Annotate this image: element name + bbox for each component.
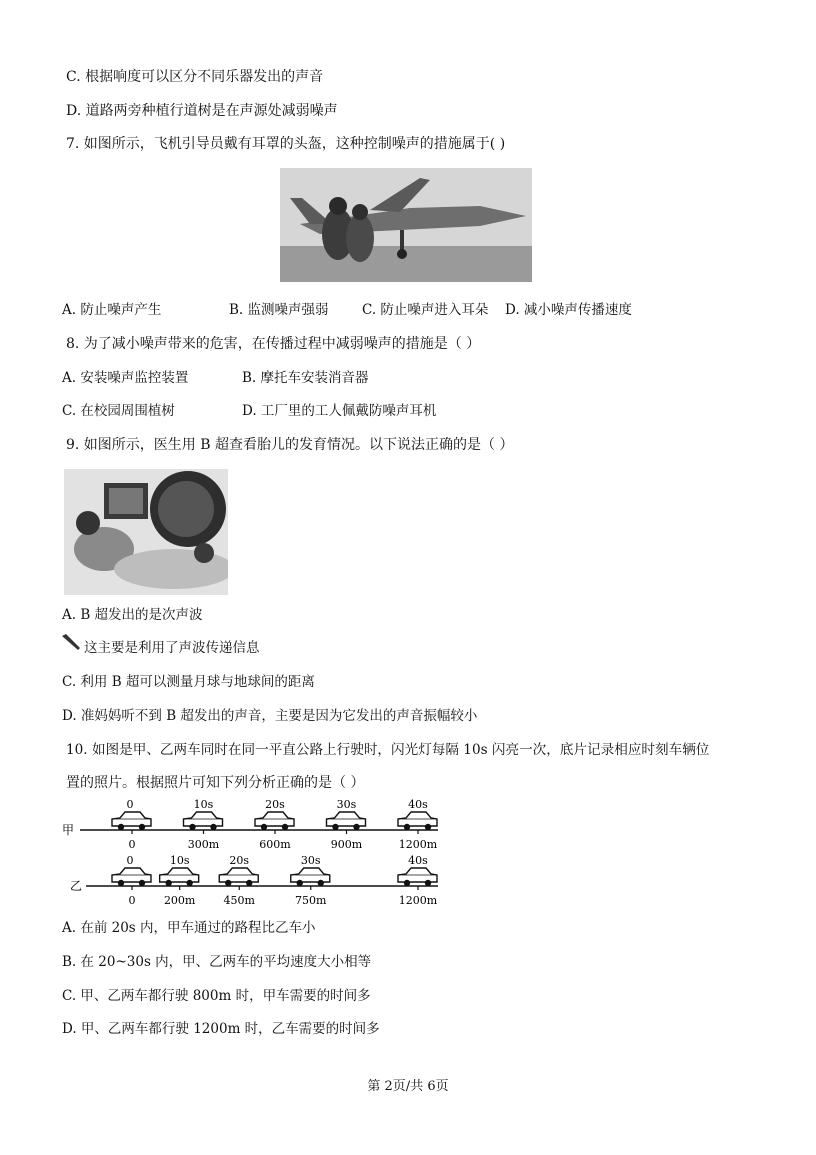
jia-distance-label-1: 300m	[187, 838, 220, 851]
jia-distance-label-2: 600m	[259, 838, 291, 851]
q7-stem: 7. 如图所示，飞机引导员戴有耳罩的头盔，这种控制噪声的措施属于( )	[66, 136, 506, 152]
q7-option-c: C. 防止噪声进入耳朵	[362, 302, 489, 318]
jia-row	[112, 798, 438, 851]
q7-figure-jet-guide-photo	[280, 168, 532, 282]
ultrasound-photo-drawing	[64, 469, 228, 595]
jia-time-label-1: 10s	[193, 798, 214, 811]
q10-option-a: A. 在前 20s 内，甲车通过的路程比乙车小	[62, 920, 316, 936]
yi-time-label-4: 40s	[408, 854, 428, 867]
jia-car-0	[112, 812, 151, 830]
q8-option-c: C. 在校园周围植树	[62, 403, 175, 419]
q9-figure-b-ultrasound-photo	[64, 469, 228, 595]
yi-distance-label-4: 1200m	[398, 894, 438, 907]
q7-option-d: D. 减小噪声传播速度	[505, 302, 632, 318]
q9-option-c: C. 利用 B 超可以测量月球与地球间的距离	[62, 674, 315, 690]
q10-stem-line-1: 10. 如图是甲、乙两车同时在同一平直公路上行驶时，闪光灯每隔 10s 闪亮一次，底片记录相应时刻车辆位	[66, 742, 710, 758]
jia-distance-label-3: 900m	[330, 838, 363, 851]
q9-option-d: D. 准妈妈听不到 B 超发出的声音，主要是因为它发出的声音振幅较小	[62, 708, 478, 724]
jia-distance-label-4: 1200m	[398, 838, 438, 851]
q8-option-b: B. 摩托车安装消音器	[242, 370, 369, 386]
jia-label: 甲	[62, 823, 75, 837]
jia-time-label-4: 40s	[408, 798, 428, 811]
jet-photo-drawing	[280, 168, 532, 282]
yi-time-label-1: 10s	[169, 854, 190, 867]
yi-row	[112, 854, 438, 907]
q8-stem: 8. 为了减小噪声带来的危害，在传播过程中减弱噪声的措施是（ ）	[66, 336, 481, 352]
q6-option-d: D. 道路两旁种植行道树是在声源处减弱噪声	[66, 103, 338, 119]
page-footer: 第 2页/共 6页	[367, 1079, 449, 1094]
q7-option-a: A. 防止噪声产生	[62, 302, 162, 318]
jia-time-label-3: 30s	[336, 798, 357, 811]
yi-distance-label-3: 750m	[295, 894, 327, 907]
jia-distance-label-0: 0	[128, 838, 136, 851]
yi-distance-label-2: 450m	[223, 894, 255, 907]
q10-option-d: D. 甲、乙两车都行驶 1200m 时，乙车需要的时间多	[62, 1021, 380, 1037]
q6-option-c: C. 根据响度可以区分不同乐器发出的声音	[66, 69, 324, 85]
jia-time-label-2: 20s	[265, 798, 285, 811]
q10-option-b: B. 在 20~30s 内，甲、乙两车的平均速度大小相等	[62, 954, 372, 970]
pencil-mark-icon	[60, 632, 82, 654]
yi-car-0	[112, 868, 151, 886]
yi-label: 乙	[70, 879, 83, 893]
q8-option-a: A. 安装噪声监控装置	[62, 370, 189, 386]
jia-car-2	[255, 812, 294, 830]
yi-car-3	[291, 868, 330, 886]
q10-stem-line-2: 置的照片。根据照片可知下列分析正确的是（ ）	[66, 775, 365, 791]
q9-option-a: A. B 超发出的是次声波	[62, 607, 203, 623]
jia-car-1	[184, 812, 223, 830]
q9-option-b: 这主要是利用了声波传递信息	[84, 640, 260, 656]
jia-time-label-0: 0	[126, 798, 134, 811]
yi-time-label-2: 20s	[229, 854, 250, 867]
q10-option-c: C. 甲、乙两车都行驶 800m 时，甲车需要的时间多	[62, 988, 371, 1004]
q9-stem: 9. 如图所示，医生用 B 超查看胎儿的发育情况。以下说法正确的是（ ）	[66, 437, 514, 453]
jia-car-4	[398, 812, 437, 830]
yi-car-4	[398, 868, 437, 886]
jia-car-3	[327, 812, 366, 830]
yi-distance-label-0: 0	[128, 894, 136, 907]
yi-car-2	[219, 868, 258, 886]
q7-option-b: B. 监测噪声强弱	[229, 302, 329, 318]
yi-car-1	[160, 868, 199, 886]
car-motion-diagram	[58, 798, 448, 913]
yi-distance-label-1: 200m	[163, 894, 196, 907]
yi-time-label-0: 0	[126, 854, 134, 867]
yi-time-label-3: 30s	[300, 854, 321, 867]
q8-option-d: D. 工厂里的工人佩戴防噪声耳机	[242, 403, 437, 419]
